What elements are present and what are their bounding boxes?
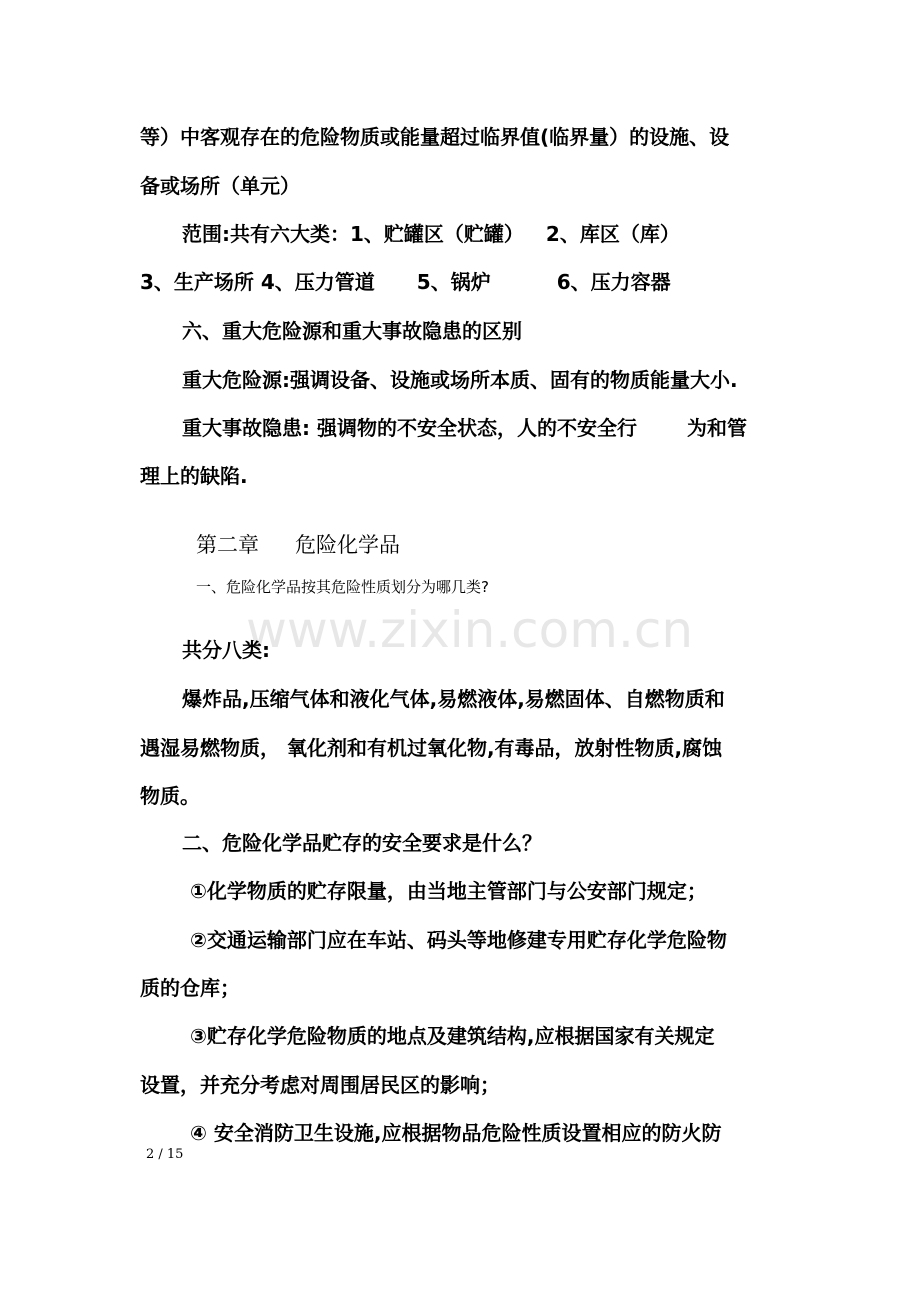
section-heading: 二、危险化学品贮存的安全要求是什么？ (182, 831, 542, 855)
list-item-continued: 质的仓库； (140, 976, 240, 1000)
paragraph-line: 等）中客观存在的危险物质或能量超过临界值(临界量）的设施、设 (140, 125, 730, 149)
paragraph-line: 共分八类: (182, 638, 270, 662)
list-item: ④ 安全消防卫生设施,应根据物品危险性质设置相应的防火防 (190, 1121, 722, 1145)
category-part-2: 5、锅炉 (416, 270, 491, 294)
watermark: www.zixin.com.cn (246, 601, 694, 659)
range-part-2: 2、库区（库） (545, 222, 680, 246)
category-part-1: 3、生产场所 4、压力管道 (140, 270, 375, 294)
chapter-title (196, 533, 400, 557)
page-number: 2 / 15 (146, 1147, 184, 1162)
chapter-name: 危险化学品 (295, 533, 400, 557)
list-item: ③贮存化学危险物质的地点及建筑结构,应根据国家有关规定 (190, 1024, 715, 1048)
paragraph-line: 重大危险源:强调设备、设施或场所本质、固有的物质能量大小. (182, 368, 738, 392)
section-heading: 六、重大危险源和重大事故隐患的区别 (182, 319, 522, 343)
category-line (140, 270, 671, 294)
list-item: ①化学物质的贮存限量，由当地主管部门与公安部门规定； (190, 879, 707, 903)
hazard-text-2: 为和管 (686, 416, 747, 440)
range-line (182, 222, 680, 246)
paragraph-line: 遇湿易燃物质， 氧化剂和有机过氧化物,有毒品，放射性物质,腐蚀 (140, 736, 723, 760)
hazard-text-1: 重大事故隐患: 强调物的不安全状态，人的不安全行 (182, 416, 637, 440)
chapter-number: 第二章 (196, 533, 259, 557)
range-part-1: 范围:共有六大类：1、贮罐区（贮罐） (182, 222, 524, 246)
paragraph-line: 爆炸品,压缩气体和液化气体,易燃液体,易燃固体、自燃物质和 (182, 687, 725, 711)
question-heading: 一、危险化学品按其危险性质划分为哪几类? (196, 578, 489, 596)
paragraph-line: 物质。 (140, 784, 200, 808)
category-part-3: 6、压力容器 (556, 270, 671, 294)
list-item-continued: 设置，并充分考虑对周围居民区的影响； (140, 1073, 500, 1097)
paragraph-line: 备或场所（单元） (140, 174, 300, 198)
list-item: ②交通运输部门应在车站、码头等地修建专用贮存化学危险物 (190, 928, 727, 952)
paragraph-line (182, 416, 747, 440)
paragraph-line: 理上的缺陷. (140, 464, 248, 488)
